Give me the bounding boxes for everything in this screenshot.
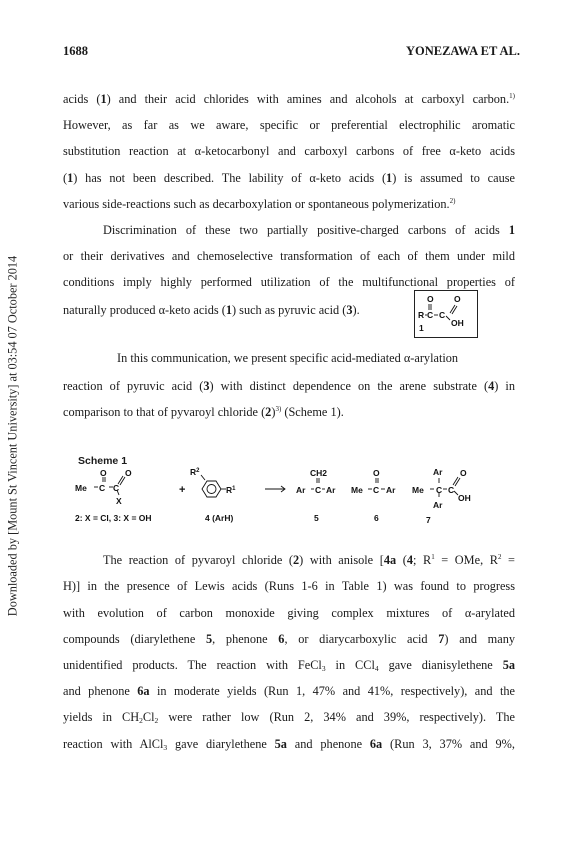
scheme-title: Scheme 1 bbox=[78, 455, 128, 467]
text-line: (1) has not been described. The lability of α-keto acids (1) is assumed to cause bbox=[63, 171, 515, 185]
atom-label: Ar bbox=[433, 500, 443, 510]
text-line: Discrimination of these two partially positive-charged carbons of acids 1 bbox=[103, 223, 515, 237]
compound-label: 4 (ArH) bbox=[205, 513, 234, 523]
text-line: conditions imply highly performed utilization of the multifunctional properties of bbox=[63, 275, 515, 289]
plus-sign: + bbox=[179, 484, 186, 496]
atom-label: OH bbox=[451, 318, 464, 328]
text-line: comparison to that of pyvaroyl chloride $(2)^{3)}$ (Scheme 1). bbox=[63, 405, 344, 419]
text-line: with evolution of carbon monoxide giving complex mixtures of α-arylated bbox=[63, 606, 515, 620]
atom-label: Me bbox=[75, 483, 87, 493]
text-line: acids (1) and their acid chlorides with amines and alcohols at carboxyl carbon.$^{1)}$ bbox=[63, 92, 516, 106]
text-line: yields in $CH_2Cl_2$ were rather low (Run 2, 34% and 39%, respectively). The bbox=[63, 710, 516, 725]
atom-label: O bbox=[454, 294, 461, 304]
atom-label: Me bbox=[351, 485, 363, 495]
compound-label: 2: X = Cl, 3: X = OH bbox=[75, 513, 152, 523]
atom-label: C bbox=[99, 483, 106, 493]
download-watermark: Downloaded by [Mount St Vincent University] at 03:54 07 October 2014 bbox=[5, 255, 20, 617]
compound-label: 7 bbox=[426, 515, 431, 525]
atom-label: O bbox=[460, 468, 467, 478]
scheme-1-diagram bbox=[70, 465, 530, 535]
atom-label: C bbox=[373, 485, 380, 495]
compound-number: 1 bbox=[419, 323, 424, 333]
compound-label: 5 bbox=[314, 513, 319, 523]
atom-label: C bbox=[427, 310, 434, 320]
atom-label: C bbox=[448, 485, 455, 495]
text-line: naturally produced α-keto acids (1) such as pyruvic acid (3). bbox=[63, 303, 360, 317]
alpha-keto-acid-structure bbox=[415, 291, 477, 337]
text-line: substitution reaction at α-ketocarbonyl and carboxyl carbons of free α-keto acids bbox=[63, 144, 515, 158]
text-line: In this communication, we present specific acid-mediated α-arylation bbox=[117, 351, 459, 365]
atom-label: C bbox=[113, 483, 120, 493]
atom-label: Ar bbox=[296, 485, 306, 495]
atom-label: X bbox=[116, 496, 122, 506]
compound-label: 6 bbox=[374, 513, 379, 523]
running-header: YONEZAWA ET AL. bbox=[405, 44, 520, 58]
atom-label: Ar bbox=[433, 467, 443, 477]
atom-label: O bbox=[373, 468, 380, 478]
text-line: or their derivatives and chemoselective transformation of each of them under mild bbox=[63, 249, 515, 263]
atom-label: O bbox=[427, 294, 434, 304]
atom-label: $R^2$ bbox=[190, 467, 200, 477]
atom-label: R bbox=[418, 310, 425, 320]
atom-label: Me bbox=[412, 485, 424, 495]
text-line: The reaction of pyvaroyl chloride (2) with anisole [4a (4; $R^1$ = OMe, $R^2$ = bbox=[103, 553, 515, 567]
text-line: unidentified products. The reaction with FeCl$_3$ in CCl$_4$ gave dianisylethene 5a bbox=[63, 658, 515, 673]
atom-label: C bbox=[439, 310, 446, 320]
text-line: However, as far as we aware, specific or preferential electrophilic aromatic bbox=[63, 118, 515, 132]
atom-label: Ar bbox=[326, 485, 336, 495]
atom-label: $R^1$ bbox=[226, 485, 236, 495]
atom-label: O bbox=[100, 468, 107, 478]
atom-label: O bbox=[125, 468, 132, 478]
text-line: H)] in the presence of Lewis acids (Runs 1-6 in Table 1) was found to progress bbox=[63, 579, 515, 593]
text-line: reaction with AlCl$_3$ gave diarylethene 5a and phenone 6a (Run 3, 37% and 9%, bbox=[63, 737, 515, 752]
atom-label: C bbox=[315, 485, 322, 495]
text-line: compounds (diarylethene 5, phenone 6, or diarycarboxylic acid 7) and many bbox=[63, 632, 515, 646]
text-line: reaction of pyruvic acid (3) with distinct dependence on the arene substrate (4) in bbox=[63, 379, 515, 393]
atom-label: OH bbox=[458, 493, 471, 503]
text-line: and phenone 6a in moderate yields (Run 1, 47% and 41%, respectively), and the bbox=[63, 684, 515, 698]
atom-label: Ar bbox=[386, 485, 396, 495]
atom-label: C bbox=[436, 485, 443, 495]
page-number: 1688 bbox=[63, 44, 88, 58]
text-line: various side-reactions such as decarboxylation or spontaneous polymerization.$^{2)}$ bbox=[63, 197, 456, 211]
structure-box bbox=[414, 290, 478, 338]
atom-label: CH2 bbox=[310, 468, 328, 478]
